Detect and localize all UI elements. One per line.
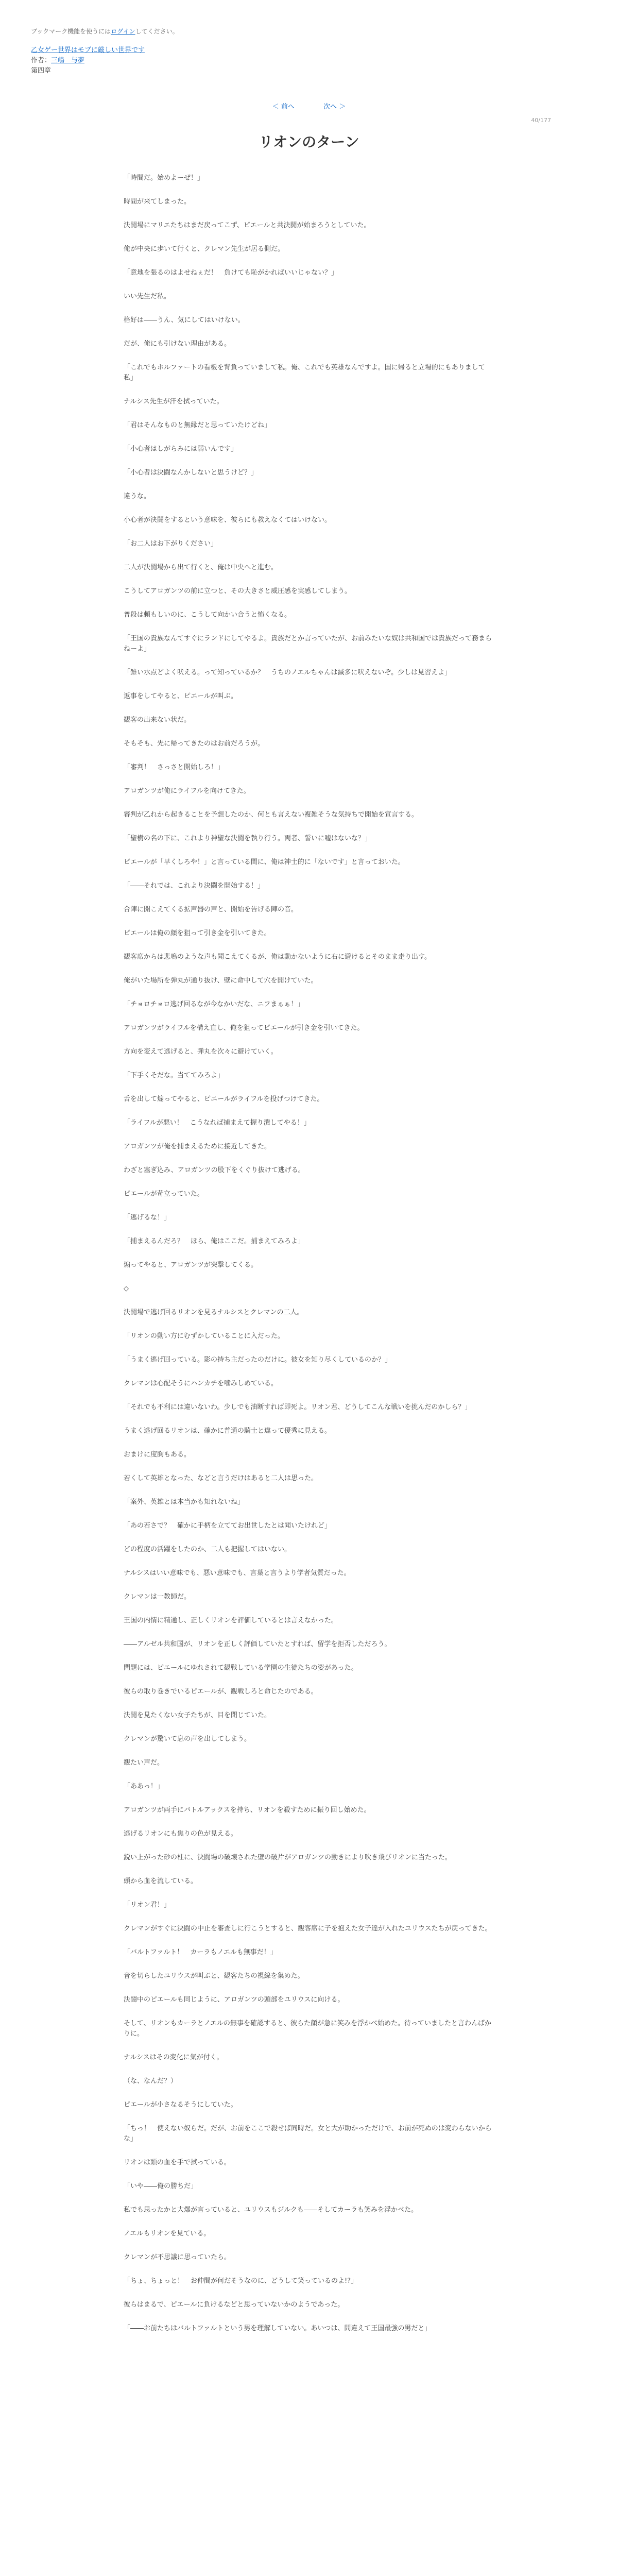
novel-paragraph: 「うまく逃げ回っている。影の持ち主だったのだけに。彼女を知り尽くしているのか？」: [124, 1356, 392, 1364]
novel-paragraph: 「リオン君！」: [124, 1901, 170, 1909]
novel-paragraph: 「王国の貴族なんてすぐにランドにしてやるよ。貴族だとか言っていたが、お前みたいな奴は共和国では貴族だって務まらねーよ」: [124, 635, 492, 653]
novel-paragraph: クレマンがすぐに決闘の中止を審査しに行こうとすると、観客席に子を抱えた女子達が入れたユリウスたちが戻ってきた。: [124, 1925, 492, 1933]
author-line: [31, 56, 587, 66]
page: [31, 0, 587, 2334]
novel-paragraph: 彼らはまるで、ピエールに負けるなどと思っていないかのようであった。: [124, 2301, 345, 2309]
novel-paragraph: 「あの若さで？ 確かに手柄を立ててお出世したとは聞いたけれど」: [124, 1522, 332, 1530]
novel-paragraph: ピエールは俺の顔を狙って引き金を引いてきた。: [124, 929, 271, 937]
novel-paragraph: 問題には、ピエールにゆれされて観戦している学園の生徒たちの姿があった。: [124, 1664, 358, 1672]
novel-paragraph: 「これでもホルファートの看板を背負っていまして私。俺、これでも英雄なんですよ。国に帰ると立場的にもありまして私」: [124, 364, 485, 382]
novel-paragraph: 「リオンの動い方にむずかしていることに入だった。: [124, 1332, 284, 1340]
novel-paragraph: クレマンは一教師だ。: [124, 1593, 191, 1601]
novel-paragraph: だが、俺にも引けない理由がある。: [124, 340, 231, 348]
novel-paragraph: 決闘場にマリエたちはまだ戻ってこず、ピエールと共決闘が始まろうとしていた。: [124, 222, 371, 229]
novel-paragraph: アロガンツがライフルを構え直し、俺を狙ってピエールが引き金を引いてきた。: [124, 1024, 364, 1032]
novel-paragraph: 鋭い上がった砂の柱に、決闘場の破壊された壁の破片がアロガンツの動きにより吹き飛びリオンに当たった。: [124, 1854, 452, 1861]
novel-paragraph: 若くして英雄となった、などと言うだけはあると二人は思った。: [124, 1475, 318, 1482]
novel-paragraph: クレマンが不思議に思っていたら。: [124, 2253, 231, 2261]
novel-paragraph: 格好は――うん、気にしてはいけない。: [124, 316, 245, 324]
novel-paragraph: 「意地を張るのはよせねぇだ！ 負けても恥がかればいいじゃない？」: [124, 269, 338, 277]
novel-paragraph: ナルシス先生が汗を拭っていた。: [124, 398, 224, 405]
page-number: 40/177: [531, 117, 551, 124]
novel-paragraph: 私でも思ったかと大爆が言っていると、ユリウスもジルクも――そしてカーラも笑みを浮かべた。: [124, 2206, 418, 2214]
novel-paragraph: 「案外、英雄とは本当かも知れないね」: [124, 1498, 245, 1506]
story-header: [31, 44, 587, 76]
novel-paragraph: 王国の内情に精通し、正しくリオンを評価しているとは言えなかった。: [124, 1617, 338, 1624]
novel-paragraph: 「――それでは、これより決闘を開始する！」: [124, 882, 265, 890]
novel-paragraph: どの程度の活躍をしたのか、二人も把握してはいない。: [124, 1546, 291, 1553]
novel-paragraph: 時間が来てしまった。: [124, 198, 191, 206]
novel-body: [124, 173, 494, 2334]
novel-paragraph: 「小心者はしがらみには弱いんです」: [124, 445, 238, 453]
novel-paragraph: アロガンツが両手にバトルアックスを持ち、リオンを殺すために振り回し始めた。: [124, 1806, 371, 1814]
author-label: 作者：: [31, 57, 52, 64]
series-title-link[interactable]: 乙女ゲー世界はモブに厳しい世界です: [31, 46, 145, 54]
novel-paragraph: ナルシスはいい意味でも、悪い意味でも、言葉と言うより学者気質だった。: [124, 1569, 351, 1577]
novel-paragraph: 「ああっ！」: [124, 1783, 164, 1790]
novel-paragraph: 観たい声だ。: [124, 1759, 164, 1767]
novel-paragraph: 「雑い水点どよく吠える。って知っているか？ うちのノエルちゃんは滅多に吠えないぞ。少しは見習えよ」: [124, 669, 452, 676]
novel-paragraph: ――アルゼル共和国が、リオンを正しく評価していたとすれば、留学を拒否しただろう。: [124, 1640, 391, 1648]
chapter-title: リオンのターン: [259, 133, 359, 150]
novel-paragraph: 逃げるリオンにも焦りの色が見える。: [124, 1830, 237, 1838]
novel-paragraph: ピエールが「早くしろや！」と言っている間に、俺は神士的に「ないです」と言っておいた。: [124, 858, 405, 866]
login-notice-before: ブックマーク機能を使うには: [31, 28, 111, 35]
novel-paragraph: （な、なんだ？）: [124, 2077, 178, 2085]
novel-paragraph: そして、リオンもカーラとノエルの無事を確認すると、彼らた顔が急に笑みを浮かべ始めた。待っていましたと言わんばかりに。: [124, 2020, 491, 2038]
novel-paragraph: 返事をしてやると、ピエールが叫ぶ。: [124, 692, 238, 700]
novel-paragraph: 「時間だ。始めよーぜ！」: [124, 174, 204, 182]
novel-paragraph: 「君はそんなものと無縁だと思っていたけどね」: [124, 421, 271, 429]
novel-paragraph: 違うな。: [124, 493, 151, 500]
novel-paragraph: 俺がいた場所を弾丸が通り抜け、壁に命中して穴を開けていた。: [124, 977, 318, 985]
novel-paragraph: いい先生だ私。: [124, 293, 171, 300]
novel-paragraph: アロガンツが俺にライフルを向けてきた。: [124, 787, 250, 795]
novel-paragraph: 小心者が決闘をするという意味を、彼らにも教えなくてはいけない。: [124, 516, 332, 524]
pager-top: [31, 101, 587, 111]
novel-paragraph: 「逃げるな！」: [124, 1214, 171, 1222]
novel-paragraph: 「審判！ さっさと開始しろ！」: [124, 764, 225, 771]
novel-paragraph: 二人が決闘場から出て行くと、俺は中央へと進む。: [124, 564, 278, 571]
novel-paragraph: 舌を出して煽ってやると、ピエールがライフルを投げつけてきた。: [124, 1095, 324, 1103]
novel-paragraph: 「バルトファルト！ カーラもノエルも無事だ！」: [124, 1948, 277, 1956]
novel-paragraph: 「それでも不利には違いないわ。少しでも油断すれば即死よ。リオン君、どうしてこんな戦いを挑んだのかしら？」: [124, 1403, 472, 1411]
novel-paragraph: ピエールが小さなるそうにしていた。: [124, 2101, 237, 2109]
novel-paragraph: 頭から血を流している。: [124, 1877, 198, 1885]
prev-link[interactable]: ＜ 前へ: [272, 103, 295, 111]
novel-paragraph: ナルシスはその変化に気が付く。: [124, 2054, 224, 2061]
novel-paragraph: 観客の出来ない状だ。: [124, 716, 191, 724]
novel-paragraph: 「ライフルが悪い！ こうなれば捕まえて握り潰してやる！」: [124, 1119, 311, 1127]
novel-paragraph: クレマンが驚いて息の声を出してしまう。: [124, 1735, 251, 1743]
novel-paragraph: 合陣に開こえてくる拡声器の声と、開始を告げる陣の音。: [124, 906, 298, 913]
novel-paragraph: クレマンは心配そうにハンカチを噛みしめている。: [124, 1380, 278, 1387]
login-notice: [31, 27, 587, 36]
novel-paragraph: 俺が中央に歩いて行くと、クレマン先生が居る側だ。: [124, 245, 285, 253]
novel-paragraph: 「チョロチョロ逃げ回るなが今なかいだな、ニフまぁぁ！」: [124, 1001, 304, 1008]
novel-paragraph: わざと塞ぎ込み、アロガンツの股下をくぐり抜けて逃げる。: [124, 1166, 305, 1174]
novel-paragraph: 「捕まえるんだろ？ ほら、俺はここだ。捕まえてみろよ」: [124, 1238, 305, 1245]
author-link[interactable]: 三嶋 与夢: [51, 57, 85, 64]
novel-paragraph: ノエルもリオンを見ている。: [124, 2230, 211, 2238]
novel-paragraph: リオンは頭の血を手で拭っている。: [124, 2159, 231, 2166]
novel-paragraph: 煽ってやると、アロガンツが突撃してくる。: [124, 1261, 258, 1269]
novel-paragraph: 「下手くそだな。当ててみろよ」: [124, 1072, 225, 1079]
novel-paragraph: ピエールが苛立っていた。: [124, 1190, 204, 1198]
novel-paragraph: 方向を変えて逃げると、弾丸を次々に避けていく。: [124, 1048, 278, 1056]
novel-paragraph: 「いや――俺の勝ちだ」: [124, 2182, 198, 2190]
novel-paragraph: 「――お前たちはバルトファルトという男を理解していない。あいつは、間違えて王国最強の男だと」: [124, 2325, 432, 2332]
novel-paragraph: 「ちょ、ちょっと！ お仲間が何だそうなのに、どうして笑っているのよ!?」: [124, 2277, 358, 2285]
novel-paragraph: 観客席からは悲鳴のような声も聞こえてくるが、俺は動かないように右に避けるとそのまま走り出す。: [124, 953, 431, 961]
novel-paragraph: 「ちっ！ 使えない奴らだ。だが、お前をここで殺せば同時だ。女と大が助かっただけで、お前が死ぬのは変わらないからな」: [124, 2125, 492, 2143]
novel-paragraph: 決闘場で逃げ回るリオンを見るナルシスとクレマンの二人。: [124, 1309, 304, 1316]
login-notice-after: してください。: [135, 28, 179, 35]
novel-paragraph: 普段は頼もしいのに、こうして向かい合うと怖くなる。: [124, 611, 291, 619]
novel-paragraph: こうしてアロガンツの前に立つと、その大きさと威圧感を実感してしまう。: [124, 587, 352, 595]
novel-paragraph: 音を切らしたユリウスが叫ぶと、観客たちの視線を集めた。: [124, 1972, 304, 1980]
novel-paragraph: 「お二人はお下がりください」: [124, 540, 218, 548]
chapter-section: 第四章: [31, 67, 52, 75]
novel-paragraph: 審判が乙れから起きることを予想したのか、何とも言えない複雑そうな気持ちで開始を宣言する。: [124, 811, 418, 819]
novel-paragraph: おまけに度胸もある。: [124, 1451, 191, 1459]
login-link[interactable]: ログイン: [111, 28, 135, 35]
novel-paragraph: そもそも、先に帰ってきたのはお前だろうが。: [124, 740, 265, 748]
novel-paragraph: アロガンツが俺を捕まえるために接近してきた。: [124, 1143, 271, 1150]
novel-paragraph: 決闘中のピエールも同じように、アロガンツの頭部をユリウスに向ける。: [124, 1996, 345, 2004]
next-link[interactable]: 次へ ＞: [323, 103, 346, 111]
novel-paragraph: 「聖樹の名の下に、これより神聖な決闘を執り行う。両者、誓いに嘘はないな？」: [124, 835, 372, 842]
novel-paragraph: 彼らの取り巻きでいるピエールが、観戦しろと命じたのである。: [124, 1688, 318, 1696]
novel-paragraph: ◇: [124, 1285, 129, 1293]
novel-paragraph: 「小心者は決闘なんかしないと思うけど？」: [124, 469, 258, 477]
novel-paragraph: うまく逃げ回るリオンは、確かに普通の騎士と違って優秀に見える。: [124, 1427, 331, 1435]
novel-paragraph: 決闘を見たくない女子たちが、目を閉じていた。: [124, 1711, 271, 1719]
